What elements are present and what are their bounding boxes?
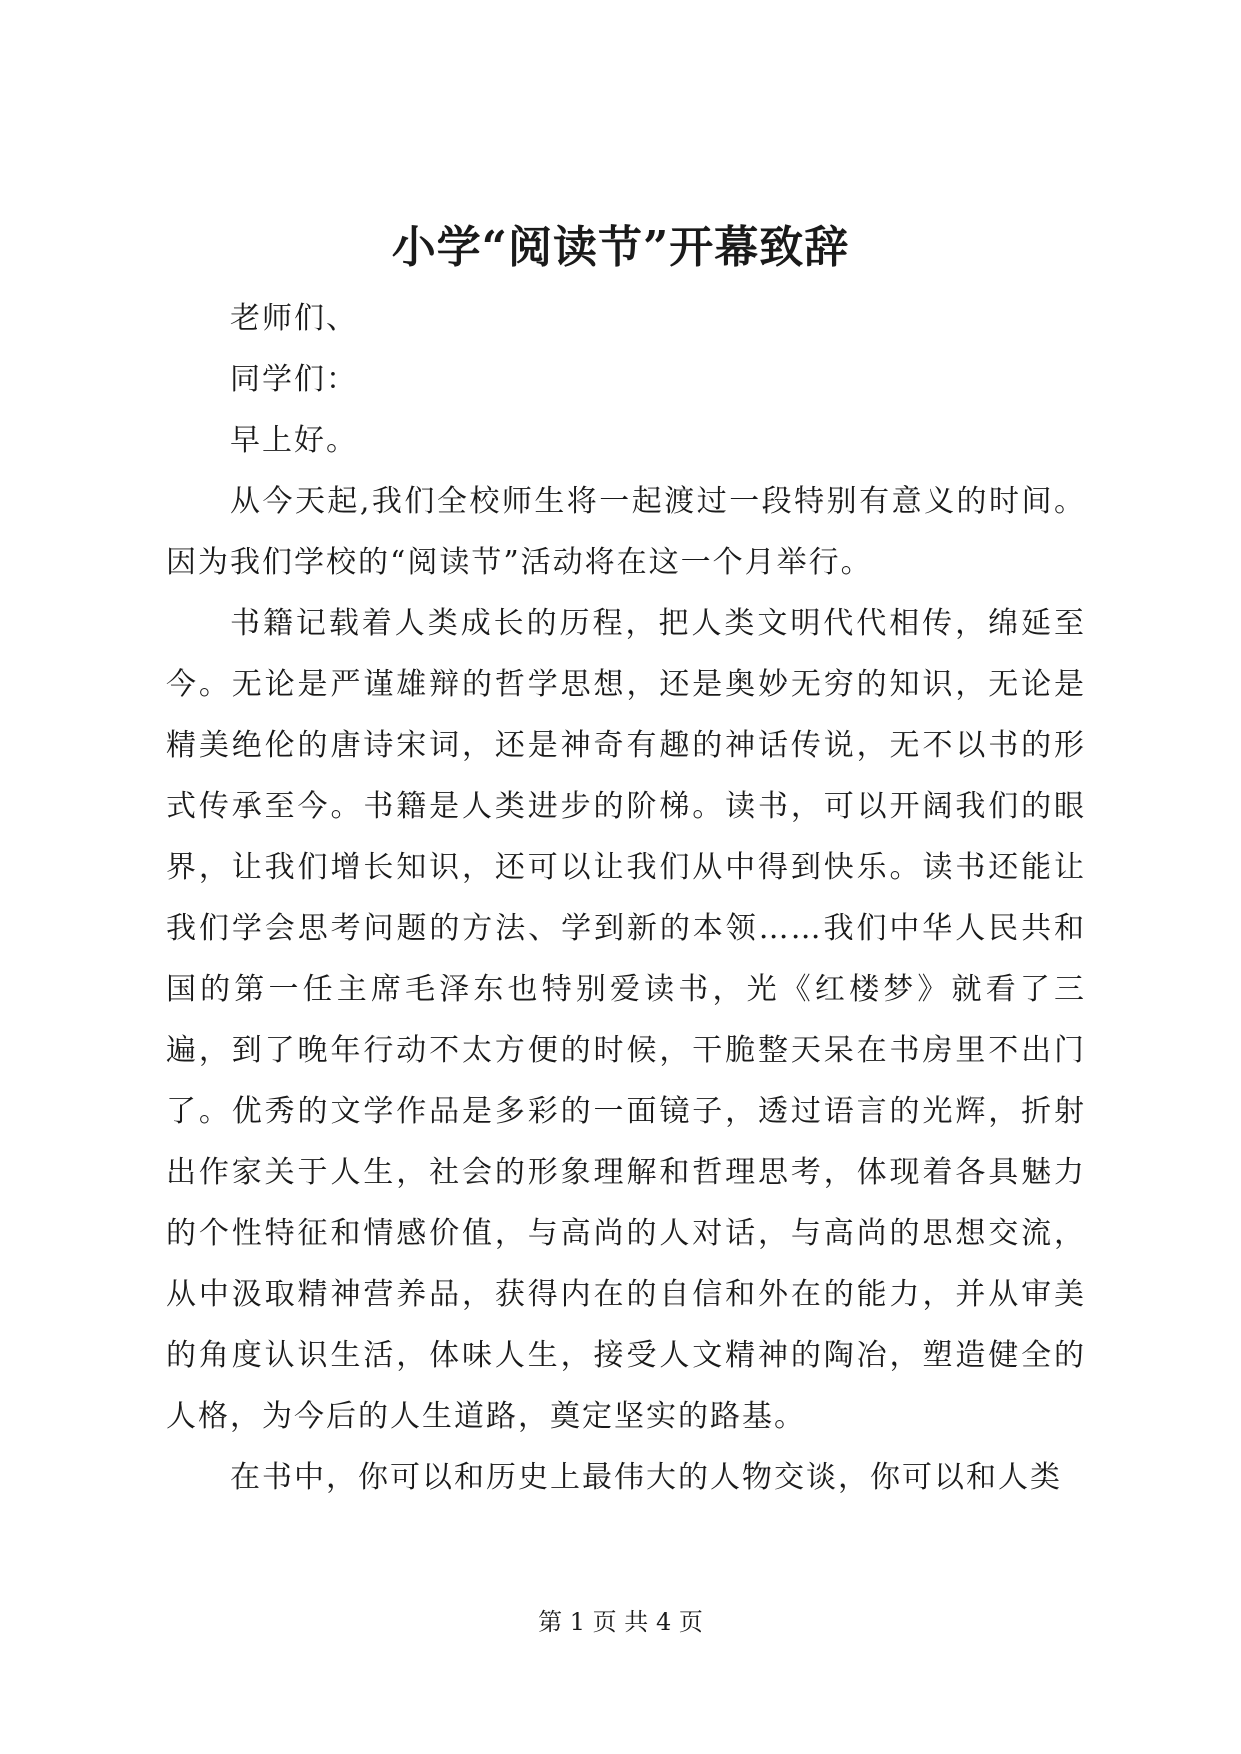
greeting-teachers: 老师们、 [230,301,358,336]
greeting-morning: 早上好。 [230,423,358,458]
page-number-footer: 第 1 页 共 4 页 [538,1608,703,1636]
document-title: 小学“阅读节”开幕致辞 [391,222,850,273]
paragraph: 在书中，你可以和历史上最伟大的人物交谈，你可以和人类 [230,1460,1062,1495]
greeting-students: 同学们： [230,362,358,397]
document-body [166,288,1086,1508]
paragraph: 书籍记载着人类成长的历程，把人类文明代代相传，绵延至今。无论是严谨雄辩的哲学思想，还是奥妙无穷的知识，无论是精美绝伦的唐诗宋词，还是神奇有趣的神话传说，无不以书的形式传承至今。书籍是人类进步的阶梯。读书，可以开阔我们的眼界，让我们增长知识，还可以让我们从中得到快乐。读书还能让我们学会思考问题的方法、学到新的本领……我们中华人民共和国的第一任主席毛泽东也特别爱读书，光《红楼梦》就看了三遍，到了晚年行动不太方便的时候，干脆整天呆在书房里不出门了。优秀的文学作品是多彩的一面镜子，透过语言的光辉，折射出作家关于人生，社会的形象理解和哲理思考，体现着各具魅力的个性特征和情感价值，与高尚的人对话，与高尚的思想交流，从中汲取精神营养品，获得内在的自信和外在的能力，并从审美的角度认识生活，体味人生，接受人文精神的陶冶，塑造健全的人格，为今后的人生道路，奠定坚实的路基。 [166,606,1086,1434]
paragraph: 从今天起,我们全校师生将一起渡过一段特别有意义的时间。因为我们学校的“阅读节”活动将在这一个月举行。 [166,484,1086,580]
